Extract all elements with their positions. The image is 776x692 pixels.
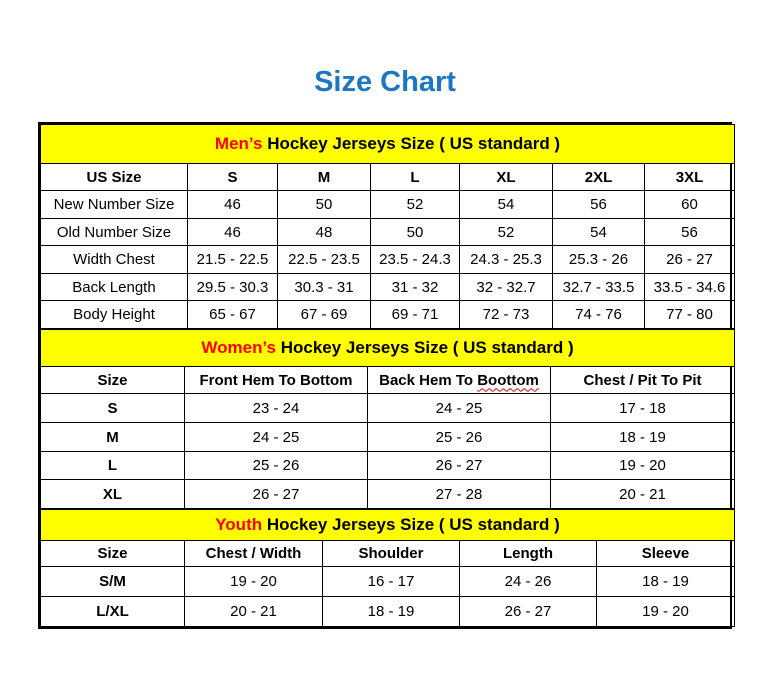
row-label: M xyxy=(41,423,185,452)
size-value: 77 - 80 xyxy=(645,301,735,329)
size-value: 18 - 19 xyxy=(597,567,735,597)
size-value: 46 xyxy=(188,191,278,219)
table-row xyxy=(41,191,735,219)
column-header: Size xyxy=(41,541,185,567)
size-value: 26 - 27 xyxy=(368,452,551,480)
size-value: 52 xyxy=(371,191,460,219)
row-label: Body Height xyxy=(41,301,188,329)
table-row xyxy=(41,301,735,329)
size-value: 72 - 73 xyxy=(460,301,553,329)
column-header: Length xyxy=(460,541,597,567)
size-value: 52 xyxy=(460,219,553,246)
column-header-text: Back Hem To xyxy=(379,371,474,389)
size-value: 20 - 21 xyxy=(551,480,735,509)
size-value: 29.5 - 30.3 xyxy=(188,274,278,301)
row-label: Width Chest xyxy=(41,246,188,274)
row-label: New Number Size xyxy=(41,191,188,219)
row-label: L xyxy=(41,452,185,480)
size-value: 24.3 - 25.3 xyxy=(460,246,553,274)
size-value: 54 xyxy=(553,219,645,246)
size-value: 17 - 18 xyxy=(551,394,735,423)
size-value: 50 xyxy=(278,191,371,219)
youth-section-header xyxy=(41,510,735,541)
column-header: Sleeve xyxy=(597,541,735,567)
size-value: 50 xyxy=(371,219,460,246)
womens-size-table xyxy=(40,329,735,509)
column-header: Chest / Width xyxy=(185,541,323,567)
size-value: 24 - 25 xyxy=(368,394,551,423)
size-value: 26 - 27 xyxy=(645,246,735,274)
size-value: 25 - 26 xyxy=(368,423,551,452)
mens-size-table xyxy=(40,124,735,329)
column-header: L xyxy=(371,164,460,191)
column-header: 2XL xyxy=(553,164,645,191)
youth-highlight: Youth xyxy=(215,515,263,534)
row-label: S xyxy=(41,394,185,423)
table-row xyxy=(41,597,735,627)
size-value: 18 - 19 xyxy=(323,597,460,627)
misspelled-word: Boottom xyxy=(477,371,539,389)
table-row xyxy=(41,219,735,246)
size-value: 32.7 - 33.5 xyxy=(553,274,645,301)
table-row xyxy=(41,423,735,452)
womens-section-header xyxy=(41,330,735,367)
row-label: XL xyxy=(41,480,185,509)
size-value: 65 - 67 xyxy=(188,301,278,329)
table-row xyxy=(41,567,735,597)
size-value: 24 - 26 xyxy=(460,567,597,597)
mens-section-header-row xyxy=(41,125,735,164)
size-value: 74 - 76 xyxy=(553,301,645,329)
table-row xyxy=(41,452,735,480)
mens-highlight: Men’s xyxy=(214,134,263,153)
youth-column-header-row xyxy=(41,541,735,567)
size-value: 27 - 28 xyxy=(368,480,551,509)
size-value: 69 - 71 xyxy=(371,301,460,329)
column-header: S xyxy=(188,164,278,191)
column-header: Shoulder xyxy=(323,541,460,567)
table-row xyxy=(41,274,735,301)
table-row xyxy=(41,480,735,509)
row-label: L/XL xyxy=(41,597,185,627)
size-value: 67 - 69 xyxy=(278,301,371,329)
size-value: 19 - 20 xyxy=(185,567,323,597)
column-header: US Size xyxy=(41,164,188,191)
womens-header-rest: Hockey Jerseys Size ( US standard ) xyxy=(280,338,574,357)
size-value: 30.3 - 31 xyxy=(278,274,371,301)
size-value: 26 - 27 xyxy=(185,480,368,509)
size-value: 32 - 32.7 xyxy=(460,274,553,301)
size-value: 31 - 32 xyxy=(371,274,460,301)
size-value: 25.3 - 26 xyxy=(553,246,645,274)
column-header xyxy=(368,367,551,394)
size-value: 60 xyxy=(645,191,735,219)
size-chart-tables xyxy=(38,122,732,629)
mens-header-rest: Hockey Jerseys Size ( US standard ) xyxy=(267,134,561,153)
column-header: Front Hem To Bottom xyxy=(185,367,368,394)
size-value: 20 - 21 xyxy=(185,597,323,627)
womens-highlight: Women’s xyxy=(201,338,276,357)
size-value: 23 - 24 xyxy=(185,394,368,423)
size-value: 16 - 17 xyxy=(323,567,460,597)
size-value: 22.5 - 23.5 xyxy=(278,246,371,274)
size-value: 23.5 - 24.3 xyxy=(371,246,460,274)
youth-section-header-row xyxy=(41,510,735,541)
size-value: 48 xyxy=(278,219,371,246)
mens-column-header-row xyxy=(41,164,735,191)
size-value: 25 - 26 xyxy=(185,452,368,480)
row-label: Old Number Size xyxy=(41,219,188,246)
youth-size-table xyxy=(40,509,735,627)
column-header: Size xyxy=(41,367,185,394)
size-value: 54 xyxy=(460,191,553,219)
mens-section-header xyxy=(41,125,735,164)
column-header: XL xyxy=(460,164,553,191)
size-value: 56 xyxy=(553,191,645,219)
womens-section-header-row xyxy=(41,330,735,367)
table-row xyxy=(41,246,735,274)
womens-column-header-row xyxy=(41,367,735,394)
size-value: 26 - 27 xyxy=(460,597,597,627)
page-title: Size Chart xyxy=(314,66,456,98)
size-value: 19 - 20 xyxy=(551,452,735,480)
table-row xyxy=(41,394,735,423)
row-label: Back Length xyxy=(41,274,188,301)
size-value: 21.5 - 22.5 xyxy=(188,246,278,274)
column-header: M xyxy=(278,164,371,191)
youth-header-rest: Hockey Jerseys Size ( US standard ) xyxy=(266,515,560,534)
column-header: Chest / Pit To Pit xyxy=(551,367,735,394)
size-value: 46 xyxy=(188,219,278,246)
row-label: S/M xyxy=(41,567,185,597)
size-value: 56 xyxy=(645,219,735,246)
size-value: 24 - 25 xyxy=(185,423,368,452)
size-value: 18 - 19 xyxy=(551,423,735,452)
size-value: 19 - 20 xyxy=(597,597,735,627)
column-header: 3XL xyxy=(645,164,735,191)
size-value: 33.5 - 34.6 xyxy=(645,274,735,301)
